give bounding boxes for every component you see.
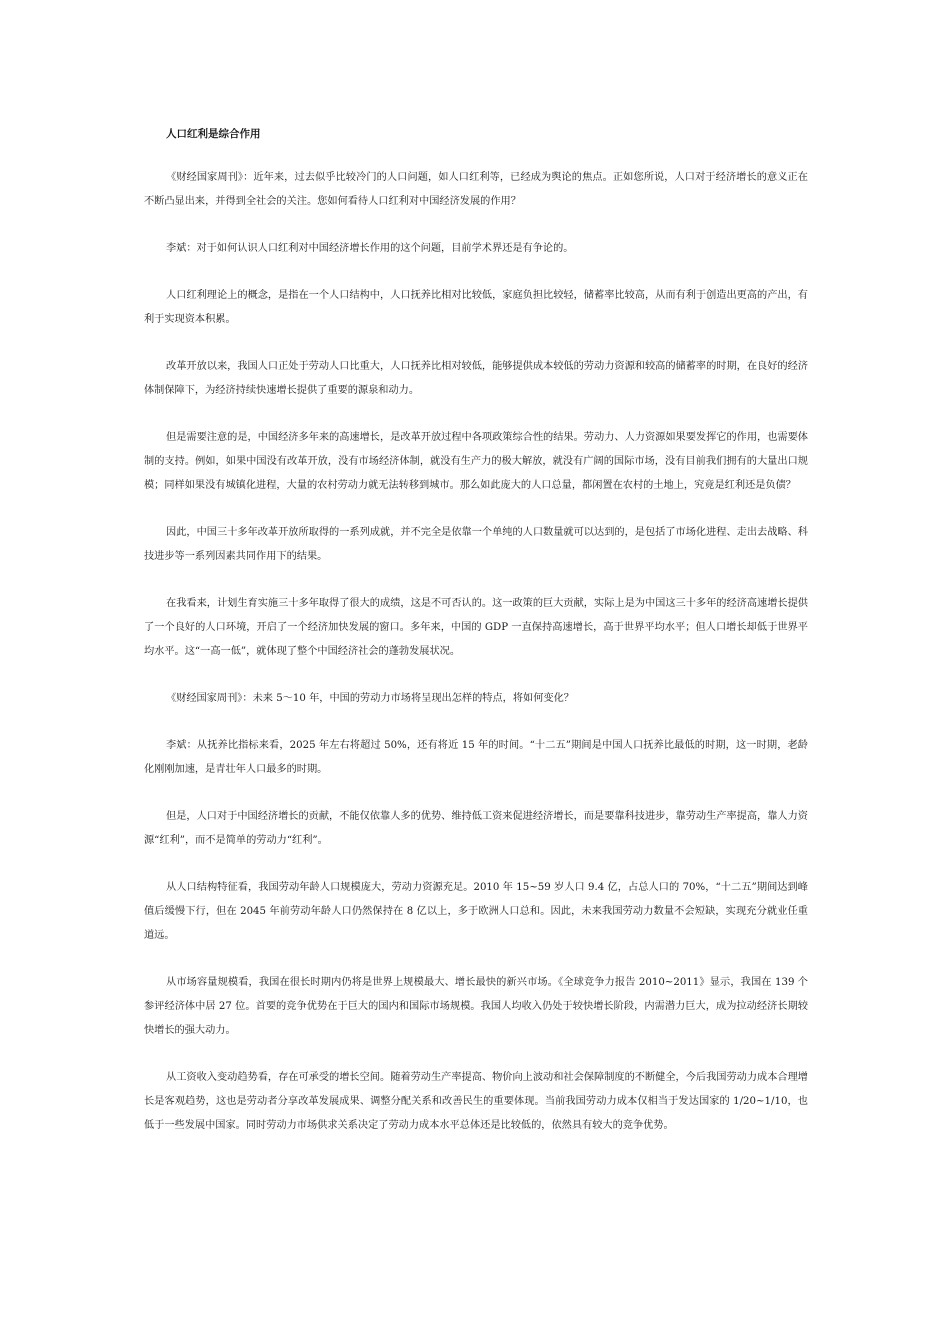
section-heading: 人口红利是综合作用 — [166, 128, 261, 140]
paragraph-market-size: 从市场容量规模看，我国在很长时期内仍将是世界上规模最大、增长最快的新兴市场。《全球竞争力报告 2010~2011》显示，我国在 139 个参评经济体中居 27 位。首要的竞争优势在于巨大的国内和国际市场规模。我国人均收入仍处于较快增长阶段，内需潜力巨大，成为拉动经济长期较快增长的强大动力。 — [144, 977, 808, 1036]
paragraph-family-planning: 在我看来，计划生育实施三十多年取得了很大的成绩，这是不可否认的。这一政策的巨大贡献，实际上是为中国这三十多年的经济高速增长提供了一个良好的人口环境，开启了一个经济加快发展的窗口。多年来，中国的 GDP 一直保持高速增长，高于世界平均水平；但人口增长却低于世界平均水平。这“一高一低”，就体现了整个中国经济社会的蓬勃发展状况。 — [144, 598, 808, 657]
paragraph-question-2: 《财经国家周刊》：未来 5～10 年，中国的劳动力市场将呈现出怎样的特点，将如何变化？ — [166, 693, 574, 704]
paragraph-population-structure: 从人口结构特征看，我国劳动年龄人口规模庞大，劳动力资源充足。2010 年 15~59 岁人口 9.4 亿，占总人口的 70%，“十二五”期间达到峰值后缓慢下行，但在 2045 年前劳动年龄人口仍然保持在 8 亿以上，多于欧洲人口总和。因此，未来我国劳动力数量不会短缺，实现充分就业任重道远。 — [144, 882, 808, 941]
paragraph-wage-trend: 从工资收入变动趋势看，存在可承受的增长空间。随着劳动生产率提高、物价向上波动和社会保障制度的不断健全，今后我国劳动力成本合理增长是客观趋势，这也是劳动者分享改革发展成果、调整分配关系和改善民生的重要体现。当前我国劳动力成本仅相当于发达国家的 1/20~1/10，也低于一些发展中国家。同时劳动力市场供求关系决定了劳动力成本水平总体还是比较低的，依然具有较大的竞争优势。 — [144, 1072, 808, 1131]
paragraph-reform: 改革开放以来，我国人口正处于劳动人口比重大，人口抚养比相对较低，能够提供成本较低的劳动力资源和较高的储蓄率的时期，在良好的经济体制保障下，为经济持续快速增长提供了重要的源泉和动力。 — [144, 361, 808, 396]
paragraph-human-resources: 但是，人口对于中国经济增长的贡献，不能仅依靠人多的优势、维持低工资来促进经济增长，而是要靠科技进步，靠劳动生产率提高，靠人力资源“红利”，而不是简单的劳动力“红利”。 — [144, 811, 808, 846]
paragraph-policy: 但是需要注意的是，中国经济多年来的高速增长，是改革开放过程中各项政策综合性的结果。劳动力、人力资源如果要发挥它的作用，也需要体制的支持。例如，如果中国没有改革开放，没有市场经济体制，就没有生产力的极大解放，就没有广阔的国际市场，没有目前我们拥有的大量出口规模；同样如果没有城镇化进程，大量的农村劳动力就无法转移到城市。那么如此庞大的人口总量，都闲置在农村的土地上，究竟是红利还是负债？ — [144, 432, 808, 491]
paragraph-answer-intro: 李斌：对于如何认识人口红利对中国经济增长作用的这个问题，目前学术界还是有争论的。 — [166, 243, 574, 254]
paragraph-question-1: 《财经国家周刊》：近年来，过去似乎比较冷门的人口问题，如人口红利等，已经成为舆论的焦点。正如您所说，人口对于经济增长的意义正在不断凸显出来，并得到全社会的关注。您如何看待人口红利对中国经济发展的作用？ — [144, 172, 808, 207]
paragraph-theory: 人口红利理论上的概念，是指在一个人口结构中，人口抚养比相对比较低，家庭负担比较轻，储蓄率比较高，从而有利于创造出更高的产出，有利于实现资本积累。 — [144, 290, 808, 325]
paragraph-conclusion: 因此，中国三十多年改革开放所取得的一系列成就，并不完全是依靠一个单纯的人口数量就可以达到的，是包括了市场化进程、走出去战略、科技进步等一系列因素共同作用下的结果。 — [144, 527, 808, 562]
paragraph-dependency-ratio: 李斌：从抚养比指标来看，2025 年左右将超过 50%，还有将近 15 年的时间。“十二五”期间是中国人口抚养比最低的时期，这一时期，老龄化刚刚加速，是青壮年人口最多的时期。 — [144, 740, 808, 775]
document-page — [144, 122, 808, 1161]
